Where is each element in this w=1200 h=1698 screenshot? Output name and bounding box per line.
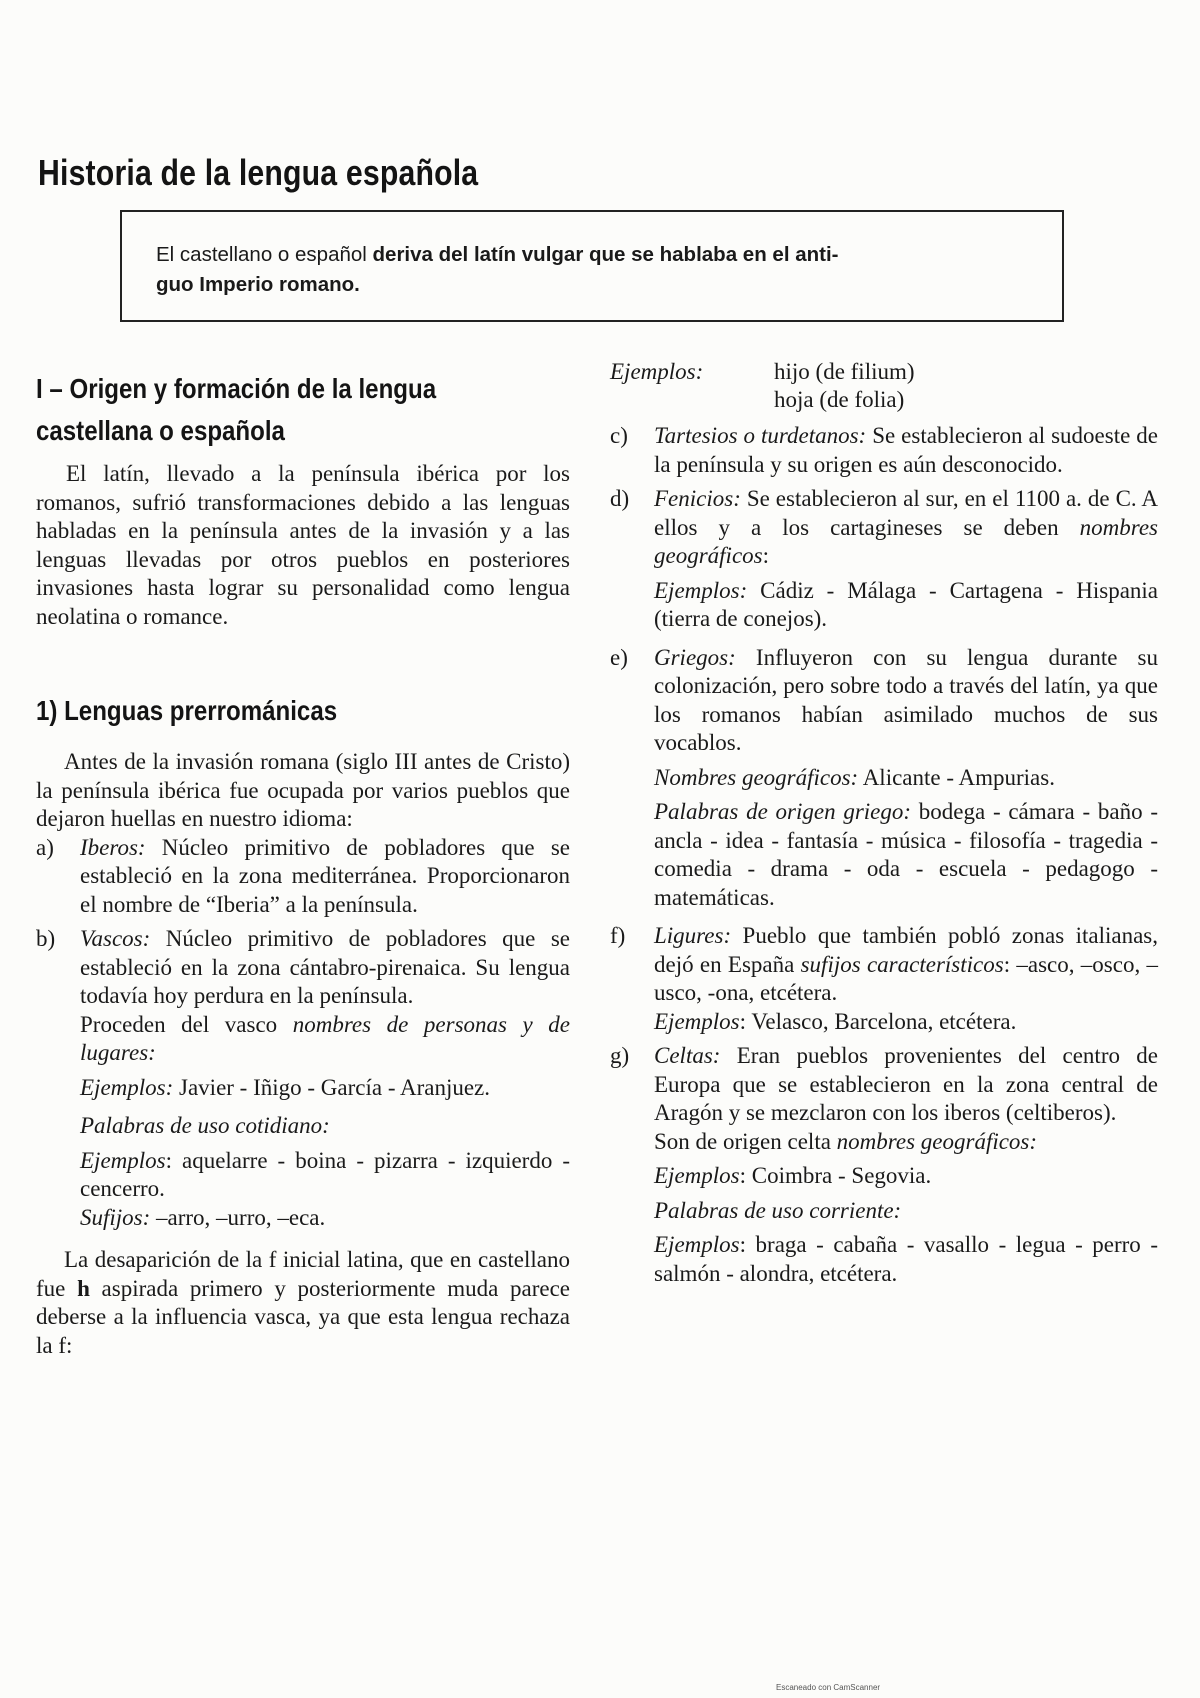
item-marker: c) [610, 423, 628, 448]
item-text: Influyeron con su lengua durante su colonización, pero sobre todo a través del latín, ya que los romanos habían asimilado muchos de sus vocablos. [654, 644, 1158, 755]
summary-text [156, 240, 1030, 300]
item-text: Núcleo primitivo de pobladores que se estableció en la zona mediterránea. Proporcionaron el nombre de “Iberia” a la península. [80, 834, 570, 917]
examples-label: Ejemplos [654, 1008, 740, 1034]
sufijos-text: –arro, –urro, –eca. [150, 1204, 326, 1230]
vascos-examples-2 [36, 1147, 570, 1204]
item-marker: g) [610, 1043, 630, 1068]
list-item-iberos [36, 834, 570, 920]
section-intro: El latín, llevado a la península ibérica por los romanos, sufrió transformaciones debido a las lenguas habladas en la península antes de la invasión y a las lenguas llevadas por otros pueblos en posteriores invasiones hasta lograr su personalidad como lengua neolatina o romance. [36, 461, 570, 629]
f-para-h: h [77, 1275, 90, 1301]
section-heading: I – Origen y formación de la lengua castellana o española [36, 373, 437, 446]
f-para-text-b: aspirada primero y posteriormente muda parece deberse a la influencia vasca, ya que esta lengua rechaza la f: [36, 1275, 570, 1358]
f-para-text-a: La desaparición de la f inicial latina, que en castellano fue [36, 1247, 570, 1301]
fenicios-examples [610, 577, 1158, 634]
list-item-vascos [36, 925, 570, 1011]
vascos-palabras-label [36, 1112, 570, 1141]
item-term: Iberos: [80, 834, 146, 860]
item-marker: b) [36, 926, 56, 951]
item-text: Núcleo primitivo de pobladores que se estableció en la zona cántabro-pirenaica. Su lengua todavía hoy perdura en la península. [80, 926, 570, 1008]
palabras-label: Palabras de uso corriente: [654, 1197, 902, 1223]
item-text-italic: sufijos característicos [800, 951, 1004, 977]
left-column-body [36, 748, 570, 1360]
palabras-label: Palabras de uso cotidiano: [80, 1113, 330, 1138]
examples-text: Javier - Iñigo - García - Aranjuez. [173, 1074, 491, 1100]
palabras-text: bodega - cámara - baño - ancla - idea - fantasía - música - filosofía - tragedia - comedia - drama - oda - escuela - pedagogo - matemáticas. [654, 799, 1158, 910]
example-hijo: hijo (de filium) [774, 359, 915, 384]
examples-label: Ejemplos [654, 1232, 740, 1257]
vascos-sufijos [36, 1204, 570, 1233]
item-text-end: : –asco, –osco, –usco, -ona, etcétera. [654, 951, 1158, 1005]
f-inicial-paragraph [36, 1246, 570, 1360]
examples-label: Ejemplos [654, 1163, 740, 1188]
griegos-geograficos [610, 764, 1158, 793]
summary-part-1: El castellano o español [156, 243, 373, 266]
list-item-fenicios [610, 485, 1158, 571]
item-marker: d) [610, 486, 630, 511]
ligures-examples [610, 1008, 1158, 1037]
item-marker: a) [36, 834, 54, 860]
right-column-body [610, 358, 1158, 1288]
summary-part-3: guo Imperio romano. [156, 273, 360, 296]
item-term: Griegos: [654, 644, 736, 670]
celtas-palabras-label [610, 1197, 1158, 1226]
item-text-end: : [762, 543, 769, 568]
item-text: Eran pueblos provenientes del centro de Europa que se establecieron en la zona central de Aragón y se mezclaron con los iberos (celtiberos). [654, 1043, 1158, 1125]
celtas-origen-text: Son de origen celta [654, 1128, 837, 1154]
item-text: Pueblo que también pobló zonas italianas, dejó en España [654, 923, 1158, 977]
subsection-heading: 1) Lenguas prerrománicas [36, 695, 338, 726]
griegos-palabras [610, 798, 1158, 912]
vascos-proceden-italic: nombres de personas y de lugares: [80, 1011, 570, 1065]
item-term: Vascos: [80, 926, 151, 951]
list-item-ligures [610, 922, 1158, 1008]
scanner-watermark: Escaneado con CamScanner [776, 1683, 881, 1692]
examples-text: : aquelarre - boina - pizarra - izquierdo - cencerro. [80, 1147, 570, 1201]
examples-text: : Coimbra - Segovia. [739, 1163, 932, 1188]
hijo-hoja-examples [610, 358, 1158, 416]
palabras-label: Palabras de origen griego: [654, 799, 912, 824]
summary-part-2: deriva del latín vulgar que se hablaba en el anti- [372, 243, 839, 266]
celtas-origen [610, 1128, 1158, 1157]
list-item-celtas [610, 1042, 1158, 1128]
list-item-tartesios [610, 422, 1158, 479]
item-text-italic: nombres geográficos [654, 514, 1158, 568]
geo-label: Nombres geográficos: [654, 764, 859, 790]
celtas-origen-italic: nombres geográficos: [836, 1128, 1038, 1154]
page-title: Historia de la lengua española [38, 152, 479, 194]
vascos-proceden [36, 1011, 570, 1068]
item-term: Celtas: [654, 1043, 721, 1068]
item-marker: e) [610, 644, 628, 670]
vascos-examples-1 [36, 1074, 570, 1103]
sufijos-label: Sufijos: [80, 1204, 151, 1230]
item-term: Tartesios o turdetanos: [654, 423, 867, 448]
celtas-examples-1 [610, 1162, 1158, 1191]
celtas-examples-2 [610, 1231, 1158, 1288]
item-text: Se establecieron al sur, en el 1100 a. de C. A ellos y a los cartagineses se deben [654, 486, 1158, 540]
subsection-intro: Antes de la invasión romana (siglo III antes de Cristo) la península ibérica fue ocupada por varios pueblos que dejaron huellas en nuestro idioma: [36, 749, 570, 831]
summary-box [120, 210, 1064, 322]
item-text: Se establecieron al sudoeste de la península y su origen es aún desconocido. [654, 423, 1158, 477]
list-item-griegos [610, 644, 1158, 758]
example-hoja: hoja (de folia) [774, 387, 905, 412]
item-marker: f) [610, 923, 626, 948]
item-term: Ligures: [654, 923, 732, 948]
examples-text: Cádiz - Málaga - Cartagena - Hispania (tierra de conejos). [654, 577, 1158, 631]
geo-text: Alicante - Ampurias. [858, 764, 1055, 790]
examples-text: : Velasco, Barcelona, etcétera. [739, 1008, 1017, 1034]
examples-label: Ejemplos [80, 1147, 166, 1173]
examples-label: Ejemplos: [610, 359, 704, 384]
vascos-proceden-text: Proceden del vasco [80, 1011, 293, 1037]
item-term: Fenicios: [654, 486, 741, 511]
examples-label: Ejemplos: [654, 577, 748, 603]
examples-label: Ejemplos: [80, 1074, 174, 1100]
examples-text: : braga - cabaña - vasallo - legua - perro - salmón - alondra, etcétera. [654, 1232, 1158, 1286]
